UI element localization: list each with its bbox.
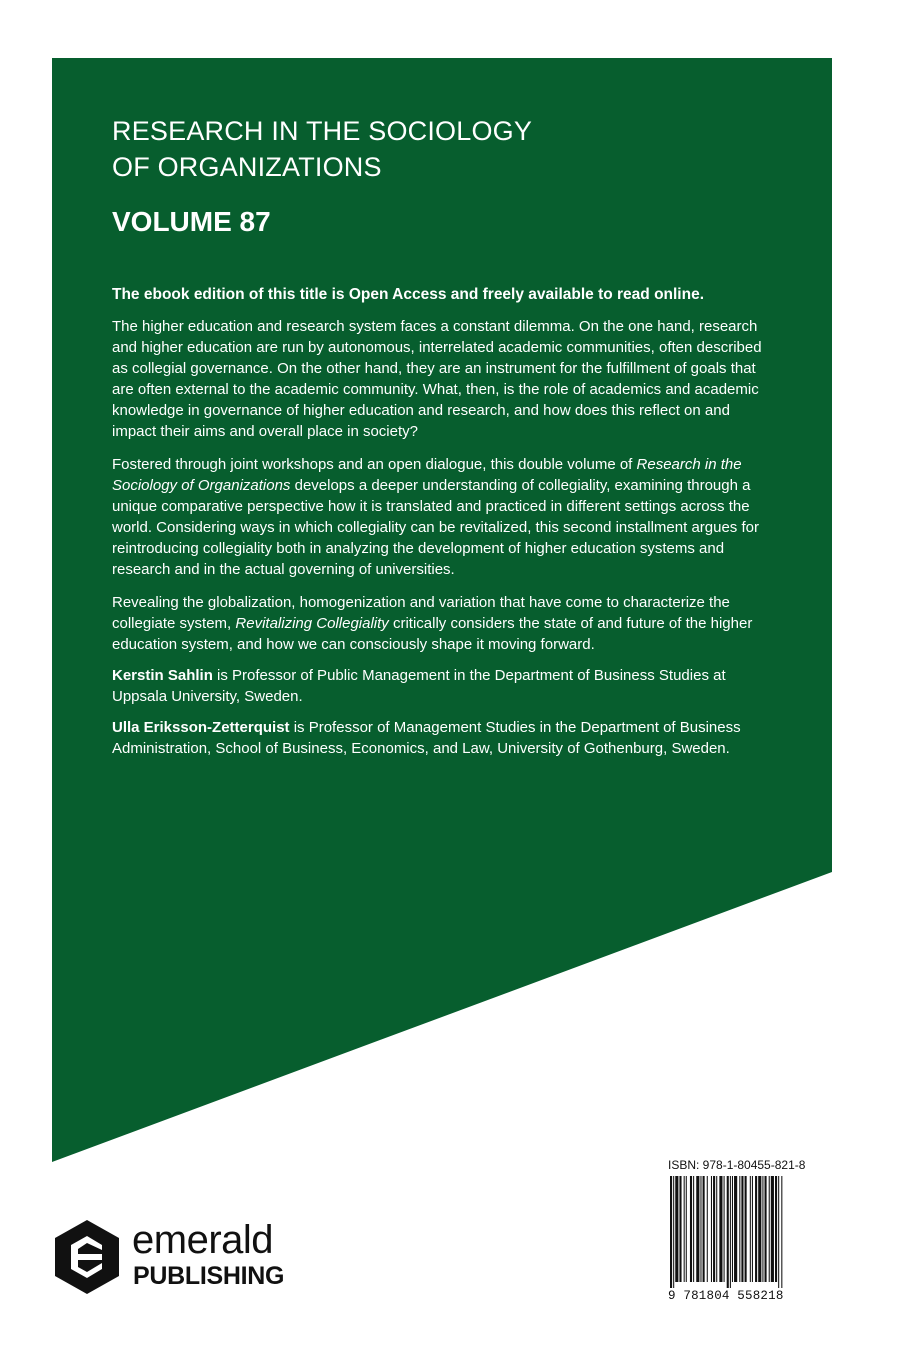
blurb-paragraph-2	[112, 454, 772, 580]
blurb-paragraph-3	[112, 592, 772, 655]
series-title-line2: OF ORGANIZATIONS	[112, 152, 382, 182]
barcode-bar	[707, 1176, 708, 1282]
logo-wordmark-publishing: PUBLISHING	[133, 1262, 285, 1290]
barcode-bar	[745, 1176, 747, 1282]
barcode-bar	[781, 1176, 782, 1288]
series-title	[112, 113, 772, 185]
barcode-bar	[686, 1176, 687, 1282]
series-name-italic: Research in the Sociology of Organizations	[112, 456, 742, 494]
barcode-bar	[758, 1176, 761, 1282]
barcode-bar	[696, 1176, 699, 1282]
barcode-bar	[739, 1176, 740, 1282]
book-title-italic: Revitalizing Collegiality	[235, 615, 389, 632]
barcode-bar	[716, 1176, 717, 1282]
blurb-paragraph-3-text-b: critically considers the state of and future of the higher education system, and how we can consciously shape it moving forward.	[112, 615, 753, 653]
barcode-bar	[713, 1176, 715, 1282]
barcode-bar	[730, 1176, 731, 1288]
blurb-paragraph-3-text-a: Revealing the globalization, homogenization and variation that have come to characterize the collegiate system,	[112, 594, 730, 632]
barcode-bar	[675, 1176, 678, 1282]
barcode-bar	[734, 1176, 737, 1282]
open-access-note: The ebook edition of this title is Open Access and freely available to read online.	[112, 286, 705, 303]
barcode-bar	[752, 1176, 753, 1282]
series-title-line1: RESEARCH IN THE SOCIOLOGY	[112, 116, 533, 146]
author-bio-2-text: is Professor of Management Studies in the Department of Business Administration, School of Business, Economics, and Law, University of Gothenburg, Sweden.	[112, 719, 741, 757]
barcode-bar	[755, 1176, 757, 1282]
author-bio-1-text: is Professor of Public Management in the Department of Business Studies at Uppsala University, Sweden.	[112, 667, 726, 705]
logo-wordmark-emerald: emerald	[132, 1218, 274, 1262]
blurb-paragraph-2-text-a: Fostered through joint workshops and an open dialogue, this double volume of	[112, 456, 637, 473]
barcode-bar	[670, 1176, 672, 1288]
barcode-bar	[679, 1176, 681, 1282]
blurb-paragraph-2-text-b: develops a deeper understanding of collegiality, examining through a unique comparative perspective how it is translated and practiced in different settings across the world. Considering ways in which collegiality can be revitalized, this second installment argues for reintroducing collegiality both in analyzing the development of higher education systems and research and in the actual governing of universities.	[112, 477, 759, 578]
barcode-digits: 9 781804 558218	[668, 1289, 784, 1303]
isbn-barcode-block	[668, 1158, 828, 1303]
barcode-bar	[711, 1176, 712, 1282]
barcode-bar	[700, 1176, 701, 1282]
barcode-bar	[778, 1176, 779, 1288]
barcode-bar	[771, 1176, 774, 1282]
barcode-bar	[703, 1176, 705, 1282]
blurb-paragraph-1: The higher education and research system faces a constant dilemma. On the one hand, research and higher education are run by autonomous, interrelated academic communities, often described as collegial governance. On the other hand, they are an instrument for the fulfillment of goals that are often external to the academic community. What, then, is the role of academics and academic knowledge in governance of higher education and research, and how does this reflect on and impact their aims and overall place in society?	[112, 318, 762, 440]
barcode-bar	[690, 1176, 692, 1282]
barcode-bar	[684, 1176, 685, 1282]
back-cover-text	[112, 113, 772, 759]
author-bio-1	[112, 665, 772, 707]
author-name-2: Ulla Eriksson-Zetterquist	[112, 719, 290, 736]
barcode-bar	[750, 1176, 751, 1282]
volume-number: VOLUME 87	[112, 206, 271, 237]
barcode-bar	[673, 1176, 674, 1288]
barcode-bar	[724, 1176, 725, 1282]
barcode-bar	[769, 1176, 770, 1282]
publisher-logo	[52, 1218, 312, 1296]
barcode-bar	[719, 1176, 722, 1282]
barcode-bar	[741, 1176, 743, 1282]
author-bio-2	[112, 717, 772, 759]
barcode	[668, 1176, 824, 1288]
barcode-bar	[693, 1176, 694, 1282]
barcode-bar	[765, 1176, 767, 1282]
barcode-bar	[727, 1176, 729, 1288]
barcode-bar	[732, 1176, 733, 1282]
author-name-1: Kerstin Sahlin	[112, 667, 213, 684]
barcode-bar	[762, 1176, 763, 1282]
barcode-bar	[775, 1176, 777, 1282]
isbn-label: ISBN: 978-1-80455-821-8	[668, 1158, 806, 1172]
emerald-hexagon-e-icon	[52, 1218, 122, 1296]
